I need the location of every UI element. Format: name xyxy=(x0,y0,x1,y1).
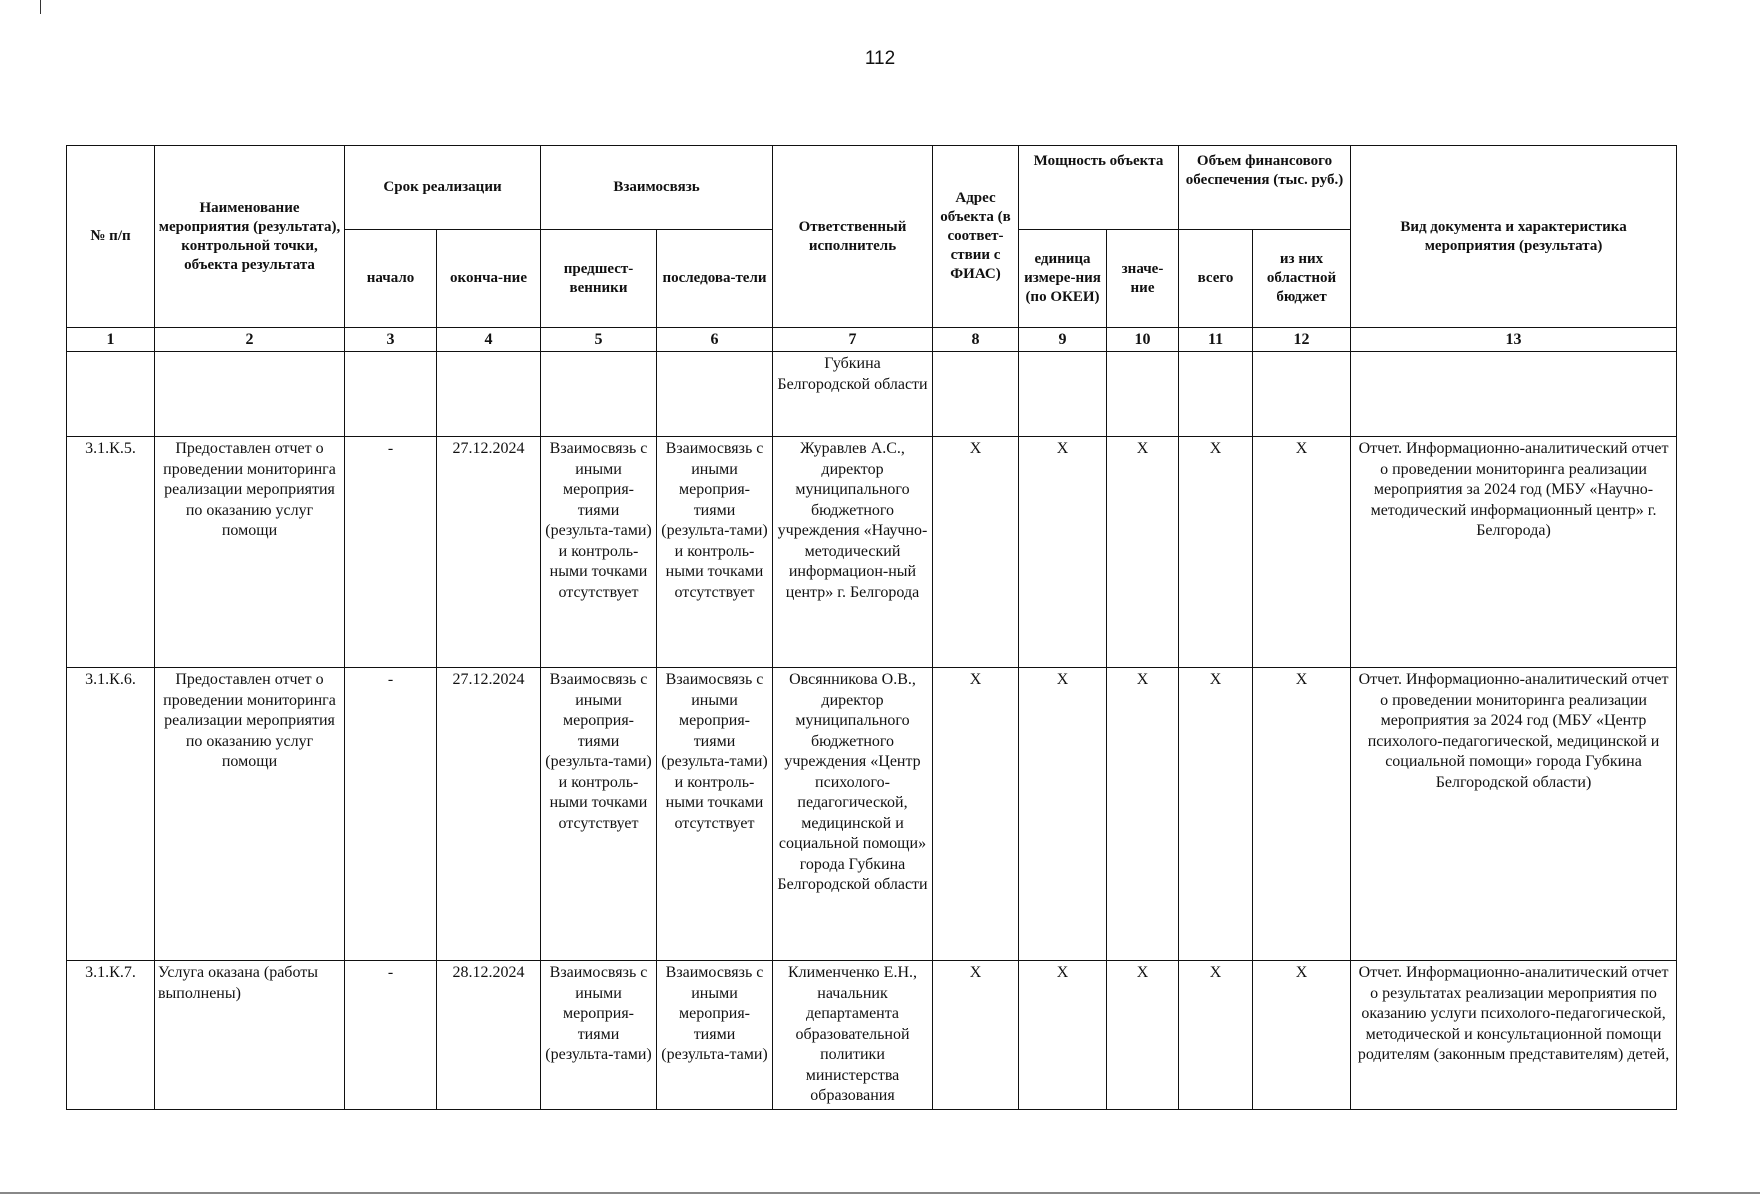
page-number: 112 xyxy=(864,48,896,69)
column-number: 12 xyxy=(1253,328,1351,352)
header-term: Срок реализации xyxy=(345,146,541,230)
header-predecessors: предшест-венники xyxy=(541,230,657,328)
row-predecessors: Взаимосвязь с иными мероприя-тиями (результа-тами) и контроль-ными точками отсутствует xyxy=(541,668,657,961)
header-value: значе-ние xyxy=(1107,230,1179,328)
column-number: 4 xyxy=(437,328,541,352)
header-num: № п/п xyxy=(67,146,155,328)
header-row-1 xyxy=(67,146,1677,230)
row-unit: X xyxy=(1019,437,1107,668)
header-unit: единица измере-ния (по ОКЕИ) xyxy=(1019,230,1107,328)
table-cell xyxy=(541,352,657,437)
row-responsible: Клименченко Е.Н., начальник департамента образовательной политики министерства образования xyxy=(773,961,933,1110)
column-number: 1 xyxy=(67,328,155,352)
column-number: 7 xyxy=(773,328,933,352)
row-successors: Взаимосвязь с иными мероприя-тиями (результа-тами) xyxy=(657,961,773,1110)
table-cell xyxy=(155,352,345,437)
header-address: Адрес объекта (в соответ-ствии с ФИАС) xyxy=(933,146,1019,328)
row-name: Предоставлен отчет о проведении мониторинга реализации мероприятия по оказанию услуг помощи xyxy=(155,437,345,668)
header-capacity: Мощность объекта xyxy=(1019,146,1179,230)
table-cell xyxy=(933,352,1019,437)
table-cell xyxy=(67,352,155,437)
table-cell xyxy=(657,352,773,437)
row-start: - xyxy=(345,437,437,668)
row-address: X xyxy=(933,437,1019,668)
row-end: 27.12.2024 xyxy=(437,668,541,961)
row-responsible: Овсянникова О.В., директор муниципального бюджетного учреждения «Центр психолого-педагогической, медицинской и социальной помощи» города Губкина Белгородской области xyxy=(773,668,933,961)
header-responsible: Ответственный исполнитель xyxy=(773,146,933,328)
header-total: всего xyxy=(1179,230,1253,328)
column-number: 6 xyxy=(657,328,773,352)
table-cell xyxy=(1253,352,1351,437)
row-start: - xyxy=(345,961,437,1110)
row-total: X xyxy=(1179,961,1253,1110)
row-address: X xyxy=(933,961,1019,1110)
scan-edge-mark-top-left xyxy=(40,0,41,14)
row-regional: X xyxy=(1253,437,1351,668)
column-number: 10 xyxy=(1107,328,1179,352)
plan-table xyxy=(66,145,1677,1110)
continuation-responsible: Губкина Белгородской области xyxy=(773,352,933,437)
table-cell xyxy=(1179,352,1253,437)
row-value: X xyxy=(1107,437,1179,668)
row-num: 3.1.К.6. xyxy=(67,668,155,961)
row-predecessors: Взаимосвязь с иными мероприя-тиями (результа-тами) и контроль-ными точками отсутствует xyxy=(541,437,657,668)
table-cell xyxy=(1351,352,1677,437)
row-value: X xyxy=(1107,668,1179,961)
column-number: 8 xyxy=(933,328,1019,352)
row-doc-type: Отчет. Информационно-аналитический отчет о проведении мониторинга реализации мероприятия за 2024 год (МБУ «Научно-методический информационный центр» г. Белгорода) xyxy=(1351,437,1677,668)
header-regional: из них областной бюджет xyxy=(1253,230,1351,328)
column-number: 2 xyxy=(155,328,345,352)
column-number: 3 xyxy=(345,328,437,352)
row-successors: Взаимосвязь с иными мероприя-тиями (результа-тами) и контроль-ными точками отсутствует xyxy=(657,437,773,668)
table-row xyxy=(67,668,1677,961)
table-cell xyxy=(437,352,541,437)
header-successors: последова-тели xyxy=(657,230,773,328)
row-end: 28.12.2024 xyxy=(437,961,541,1110)
table-cell xyxy=(1019,352,1107,437)
row-num: 3.1.К.5. xyxy=(67,437,155,668)
column-number-row xyxy=(67,328,1677,352)
row-regional: X xyxy=(1253,668,1351,961)
row-unit: X xyxy=(1019,961,1107,1110)
table-cell xyxy=(345,352,437,437)
header-finance: Объем финансового обеспечения (тыс. руб.) xyxy=(1179,146,1351,230)
column-number: 5 xyxy=(541,328,657,352)
row-end: 27.12.2024 xyxy=(437,437,541,668)
row-successors: Взаимосвязь с иными мероприя-тиями (результа-тами) и контроль-ными точками отсутствует xyxy=(657,668,773,961)
row-doc-type: Отчет. Информационно-аналитический отчет о проведении мониторинга реализации мероприятия за 2024 год (МБУ «Центр психолого-педагогической, медицинской и социальной помощи» города Губкина Белгородской области) xyxy=(1351,668,1677,961)
table-row xyxy=(67,961,1677,1110)
continuation-row xyxy=(67,352,1677,437)
row-name: Услуга оказана (работы выполнены) xyxy=(155,961,345,1110)
header-name: Наименование мероприятия (результата), контрольной точки, объекта результата xyxy=(155,146,345,328)
header-relation: Взаимосвязь xyxy=(541,146,773,230)
row-doc-type: Отчет. Информационно-аналитический отчет о результатах реализации мероприятия по оказанию услуги психолого-педагогической, методической и консультационной помощи родителям (законным представителям) детей, xyxy=(1351,961,1677,1110)
row-unit: X xyxy=(1019,668,1107,961)
header-doc-type: Вид документа и характеристика мероприятия (результата) xyxy=(1351,146,1677,328)
column-number: 11 xyxy=(1179,328,1253,352)
header-term-start: начало xyxy=(345,230,437,328)
row-total: X xyxy=(1179,437,1253,668)
row-regional: X xyxy=(1253,961,1351,1110)
table-row xyxy=(67,437,1677,668)
row-value: X xyxy=(1107,961,1179,1110)
column-number: 13 xyxy=(1351,328,1677,352)
table-cell xyxy=(1107,352,1179,437)
row-predecessors: Взаимосвязь с иными мероприя-тиями (результа-тами) xyxy=(541,961,657,1110)
column-number: 9 xyxy=(1019,328,1107,352)
row-total: X xyxy=(1179,668,1253,961)
scan-bottom-line xyxy=(0,1192,1760,1194)
row-name: Предоставлен отчет о проведении мониторинга реализации мероприятия по оказанию услуг помощи xyxy=(155,668,345,961)
row-responsible: Журавлев А.С., директор муниципального бюджетного учреждения «Научно-методический информацион-ный центр» г. Белгорода xyxy=(773,437,933,668)
row-address: X xyxy=(933,668,1019,961)
row-num: 3.1.К.7. xyxy=(67,961,155,1110)
header-term-end: оконча-ние xyxy=(437,230,541,328)
row-start: - xyxy=(345,668,437,961)
